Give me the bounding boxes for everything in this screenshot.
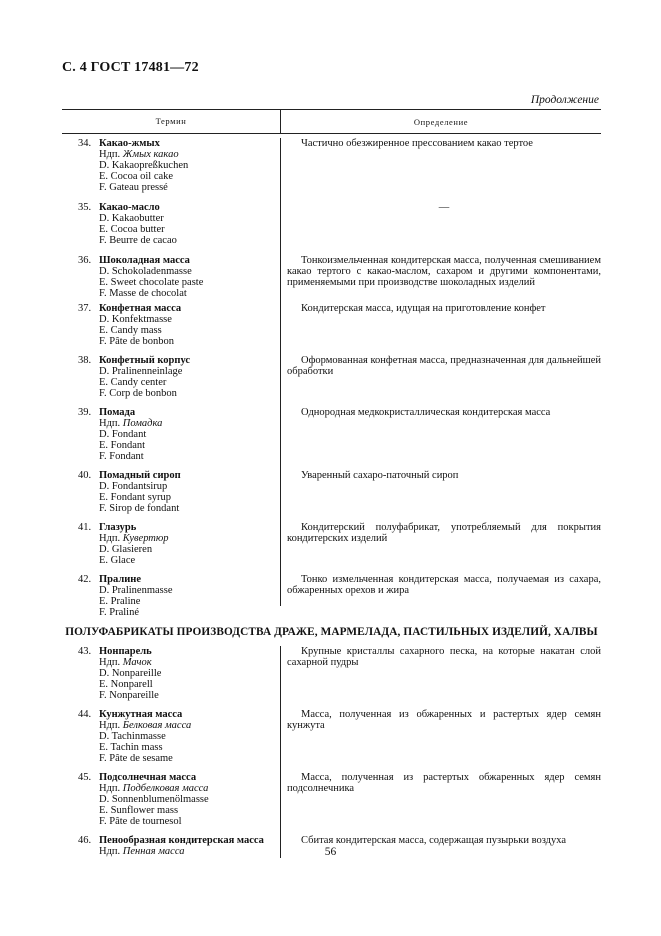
- term-heading: [78, 772, 281, 783]
- term-number: 34.: [78, 138, 92, 149]
- term-german: [78, 731, 281, 742]
- term-ndp-value: Помадка: [122, 418, 163, 429]
- term-ndp-label: Ндп.: [99, 418, 123, 429]
- term-german-label: D.: [99, 794, 112, 805]
- term-english: [78, 596, 281, 607]
- term-french-value: Gateau pressé: [109, 182, 168, 193]
- term-german-value: Nonpareille: [111, 668, 162, 679]
- term-name: Конфетная масса: [99, 303, 182, 314]
- term-french-label: F.: [99, 503, 110, 514]
- term-french-value: Masse de chocolat: [109, 288, 187, 299]
- term-english-value: Fondant: [110, 440, 146, 451]
- term-english-value: Tachin mass: [110, 742, 163, 753]
- term-ndp: [78, 783, 281, 794]
- term-english-label: E.: [99, 679, 111, 690]
- term-number: 42.: [78, 574, 92, 585]
- term-german-label: D.: [99, 429, 112, 440]
- definition-cell: [281, 709, 601, 764]
- term-french-value: Nonpareille: [109, 690, 159, 701]
- definition-cell: [281, 522, 601, 566]
- definition-text: Оформованная конфетная масса, предназначенная для дальнейшей обработки: [287, 355, 602, 377]
- term-name: Какао-жмых: [99, 138, 160, 149]
- definition-cell: [281, 138, 601, 193]
- term-german-value: Glasieren: [111, 544, 153, 555]
- term-english-label: E.: [99, 224, 111, 235]
- continued-label: Продолжение: [530, 94, 599, 106]
- term-heading: [78, 355, 281, 366]
- terms-table: [62, 109, 601, 857]
- definition-text: Масса, полученная из растертых обжаренных ядер семян подсолнечника: [287, 772, 601, 794]
- term-english-label: E.: [99, 325, 111, 336]
- term-german: [78, 213, 281, 224]
- term-ndp-label: Ндп.: [99, 657, 123, 668]
- term-ndp-value: Пенная масса: [122, 846, 185, 857]
- term-english-value: Glace: [110, 555, 136, 566]
- term-english: [78, 742, 281, 753]
- term-french: [78, 690, 281, 701]
- term-german-value: Pralinenneinlage: [111, 366, 183, 377]
- definition-text: Масса, полученная из обжаренных и растертых ядер семян кунжута: [287, 709, 601, 731]
- term-english: [78, 440, 281, 451]
- table-row: [62, 407, 601, 462]
- term-cell: [62, 574, 281, 618]
- term-french-label: F.: [99, 451, 110, 462]
- definition-text: Сбитая кондитерская масса, содержащая пузырьки воздуха: [301, 835, 567, 846]
- definition-cell: [281, 772, 601, 827]
- term-number: 35.: [78, 202, 92, 213]
- term-name: Конфетный корпус: [99, 355, 191, 366]
- definition-text: Кондитерский полуфабрикат, употребляемый для покрытия кондитерских изделий: [287, 522, 601, 544]
- term-english-value: Praline: [110, 596, 141, 607]
- term-name: Помада: [99, 407, 136, 418]
- term-french: [78, 288, 281, 299]
- term-name: Нонпарель: [99, 646, 152, 657]
- term-french-value: Beurre de cacao: [109, 235, 177, 246]
- table-body: [62, 138, 601, 618]
- table-header: [62, 109, 601, 134]
- term-german: [78, 794, 281, 805]
- term-ndp-value: Белковая масса: [122, 720, 192, 731]
- term-name: Пенообразная кондитерская масса: [99, 835, 264, 846]
- term-french-value: Praliné: [109, 607, 139, 618]
- term-cell: [62, 355, 281, 399]
- term-english: [78, 805, 281, 816]
- term-french-value: Pâte de sesame: [109, 753, 173, 764]
- term-number: 38.: [78, 355, 92, 366]
- term-ndp-value: Кувертюр: [122, 533, 169, 544]
- term-heading: [78, 835, 281, 846]
- table-body-section: [62, 646, 601, 857]
- term-english-label: E.: [99, 596, 111, 607]
- term-cell: [62, 303, 281, 347]
- term-german-value: Fondant: [111, 429, 147, 440]
- term-french: [78, 607, 281, 618]
- term-french: [78, 336, 281, 347]
- term-french-value: Sirop de fondant: [109, 503, 180, 514]
- term-english: [78, 171, 281, 182]
- definition-cell: [281, 202, 601, 246]
- term-french: [78, 388, 281, 399]
- term-english-value: Candy mass: [110, 325, 162, 336]
- table-row: [62, 202, 601, 246]
- term-german: [78, 314, 281, 325]
- term-cell: [62, 470, 281, 514]
- term-french-label: F.: [99, 235, 110, 246]
- term-french: [78, 753, 281, 764]
- term-heading: [78, 255, 281, 266]
- definition-text: —: [438, 202, 450, 213]
- term-german-value: Konfektmasse: [111, 314, 172, 325]
- term-english-label: E.: [99, 277, 111, 288]
- term-french: [78, 816, 281, 827]
- term-french-label: F.: [99, 288, 110, 299]
- section-title: ПОЛУФАБРИКАТЫ ПРОИЗВОДСТВА ДРАЖЕ, МАРМЕЛАДА, ПАСТИЛЬНЫХ ИЗДЕЛИЙ, ХАЛВЫ: [65, 626, 598, 638]
- term-german-label: D.: [99, 213, 112, 224]
- term-name: Глазурь: [99, 522, 137, 533]
- term-french: [78, 451, 281, 462]
- definition-cell: [281, 407, 601, 462]
- term-number: 36.: [78, 255, 92, 266]
- term-german-value: Kakaobutter: [111, 213, 164, 224]
- table-row: [62, 522, 601, 566]
- page-header: С. 4 ГОСТ 17481—72: [62, 60, 199, 75]
- term-german: [78, 585, 281, 596]
- term-ndp: [78, 418, 281, 429]
- term-french-value: Corp de bonbon: [109, 388, 177, 399]
- table-row: [62, 574, 601, 618]
- term-german-value: Tachinmasse: [111, 731, 166, 742]
- term-number: 45.: [78, 772, 92, 783]
- definition-text: Тонко измельченная кондитерская масса, получаемая из сахара, обжаренных орехов и жира: [287, 574, 601, 596]
- term-german-value: Pralinenmasse: [111, 585, 173, 596]
- term-cell: [62, 709, 281, 764]
- term-english-label: E.: [99, 742, 111, 753]
- table-row: [62, 303, 601, 347]
- term-french-label: F.: [99, 753, 110, 764]
- term-french-label: F.: [99, 336, 110, 347]
- term-english-label: E.: [99, 440, 111, 451]
- definition-text: Частично обезжиренное прессованием какао тертое: [301, 138, 533, 149]
- term-number: 43.: [78, 646, 92, 657]
- term-heading: [78, 138, 281, 149]
- term-ndp-value: Жмых какао: [122, 149, 179, 160]
- term-heading: [78, 522, 281, 533]
- term-german: [78, 160, 281, 171]
- definition-text: Уваренный сахаро-паточный сироп: [301, 470, 459, 481]
- term-german-label: D.: [99, 314, 112, 325]
- term-french-label: F.: [99, 607, 110, 618]
- term-ndp-label: Ндп.: [99, 720, 123, 731]
- term-ndp: [78, 149, 281, 160]
- term-english: [78, 224, 281, 235]
- term-english-value: Cocoa oil cake: [110, 171, 174, 182]
- term-french-value: Fondant: [109, 451, 144, 462]
- term-number: 40.: [78, 470, 92, 481]
- term-german: [78, 668, 281, 679]
- term-heading: [78, 646, 281, 657]
- term-name: Кунжутная масса: [99, 709, 183, 720]
- term-french-value: Pâte de tournesol: [109, 816, 182, 827]
- term-cell: [62, 138, 281, 193]
- term-french: [78, 235, 281, 246]
- term-french-label: F.: [99, 816, 110, 827]
- term-english-label: E.: [99, 805, 111, 816]
- term-german-label: D.: [99, 544, 112, 555]
- term-heading: [78, 202, 281, 213]
- term-german-value: Kakaopreßkuchen: [111, 160, 189, 171]
- table-row: [62, 470, 601, 514]
- term-name: Какао-масло: [99, 202, 160, 213]
- term-number: 44.: [78, 709, 92, 720]
- term-number: 41.: [78, 522, 92, 533]
- term-french: [78, 503, 281, 514]
- term-german: [78, 366, 281, 377]
- term-english-label: E.: [99, 555, 111, 566]
- term-heading: [78, 470, 281, 481]
- term-english: [78, 555, 281, 566]
- term-english-value: Candy center: [110, 377, 167, 388]
- term-ndp: [78, 533, 281, 544]
- term-cell: [62, 646, 281, 701]
- term-english-label: E.: [99, 377, 111, 388]
- term-german: [78, 481, 281, 492]
- term-english: [78, 325, 281, 336]
- term-french-label: F.: [99, 182, 110, 193]
- term-english-value: Sunflower mass: [110, 805, 179, 816]
- term-english: [78, 377, 281, 388]
- term-name: Пралине: [99, 574, 141, 585]
- definition-cell: [281, 303, 601, 347]
- term-cell: [62, 202, 281, 246]
- term-french-label: F.: [99, 690, 110, 701]
- term-english: [78, 492, 281, 503]
- page-number: 56: [324, 846, 337, 858]
- term-heading: [78, 709, 281, 720]
- term-heading: [78, 303, 281, 314]
- term-english-value: Sweet chocolate paste: [110, 277, 204, 288]
- table-row: [62, 646, 601, 701]
- term-german-value: Sonnenblumenölmasse: [111, 794, 209, 805]
- definition-cell: [281, 255, 601, 299]
- term-cell: [62, 772, 281, 827]
- column-header-term: Термин: [62, 110, 281, 133]
- term-ndp: [78, 720, 281, 731]
- term-french: [78, 182, 281, 193]
- term-name: Помадный сироп: [99, 470, 181, 481]
- term-english-value: Fondant syrup: [110, 492, 172, 503]
- term-english-label: E.: [99, 492, 111, 503]
- term-number: 46.: [78, 835, 92, 846]
- table-row: [62, 255, 601, 299]
- definition-cell: [281, 646, 601, 701]
- term-heading: [78, 574, 281, 585]
- term-english: [78, 679, 281, 690]
- definition-cell: [281, 355, 601, 399]
- term-ndp-label: Ндп.: [99, 533, 123, 544]
- term-english-label: E.: [99, 171, 111, 182]
- term-german-value: Fondantsirup: [111, 481, 168, 492]
- term-german-label: D.: [99, 160, 112, 171]
- term-german-label: D.: [99, 481, 112, 492]
- definition-text: Крупные кристаллы сахарного песка, на которые накатан слой сахарной пудры: [287, 646, 601, 668]
- term-german-label: D.: [99, 366, 112, 377]
- column-header-definition: Определение: [413, 116, 469, 127]
- term-german-label: D.: [99, 668, 112, 679]
- term-german: [78, 544, 281, 555]
- table-row: [62, 138, 601, 193]
- term-ndp-label: Ндп.: [99, 846, 123, 857]
- term-number: 37.: [78, 303, 92, 314]
- definition-cell: [281, 574, 601, 618]
- term-german-label: D.: [99, 266, 112, 277]
- definition-text: Однородная медкокристаллическая кондитерская масса: [301, 407, 551, 418]
- term-german: [78, 429, 281, 440]
- term-german: [78, 266, 281, 277]
- term-cell: [62, 407, 281, 462]
- term-name: Подсолнечная масса: [99, 772, 197, 783]
- term-cell: [62, 522, 281, 566]
- term-german-value: Schokoladenmasse: [111, 266, 192, 277]
- term-german-label: D.: [99, 585, 112, 596]
- term-name: Шоколадная масса: [99, 255, 190, 266]
- term-french-label: F.: [99, 388, 110, 399]
- term-ndp-label: Ндп.: [99, 783, 123, 794]
- term-english-value: Cocoa butter: [110, 224, 165, 235]
- term-ndp-value: Подбелковая масса: [122, 783, 209, 794]
- table-row: [62, 772, 601, 827]
- term-ndp-label: Ндп.: [99, 149, 123, 160]
- term-french-value: Pâte de bonbon: [109, 336, 174, 347]
- term-cell: [62, 255, 281, 299]
- term-english: [78, 277, 281, 288]
- term-ndp: [78, 657, 281, 668]
- term-english-value: Nonparell: [110, 679, 153, 690]
- definition-text: Кондитерская масса, идущая на приготовление конфет: [301, 303, 546, 314]
- term-number: 39.: [78, 407, 92, 418]
- table-row: [62, 355, 601, 399]
- definition-text: Тонкоизмельченная кондитерская масса, полученная смешиванием какао тертого с какао-маслом, сахаром и другими компонентами, применяемыми при производстве шоколадных изделий: [287, 255, 601, 288]
- term-german-label: D.: [99, 731, 112, 742]
- term-heading: [78, 407, 281, 418]
- table-row: [62, 709, 601, 764]
- definition-cell: [281, 470, 601, 514]
- term-ndp-value: Мачок: [122, 657, 152, 668]
